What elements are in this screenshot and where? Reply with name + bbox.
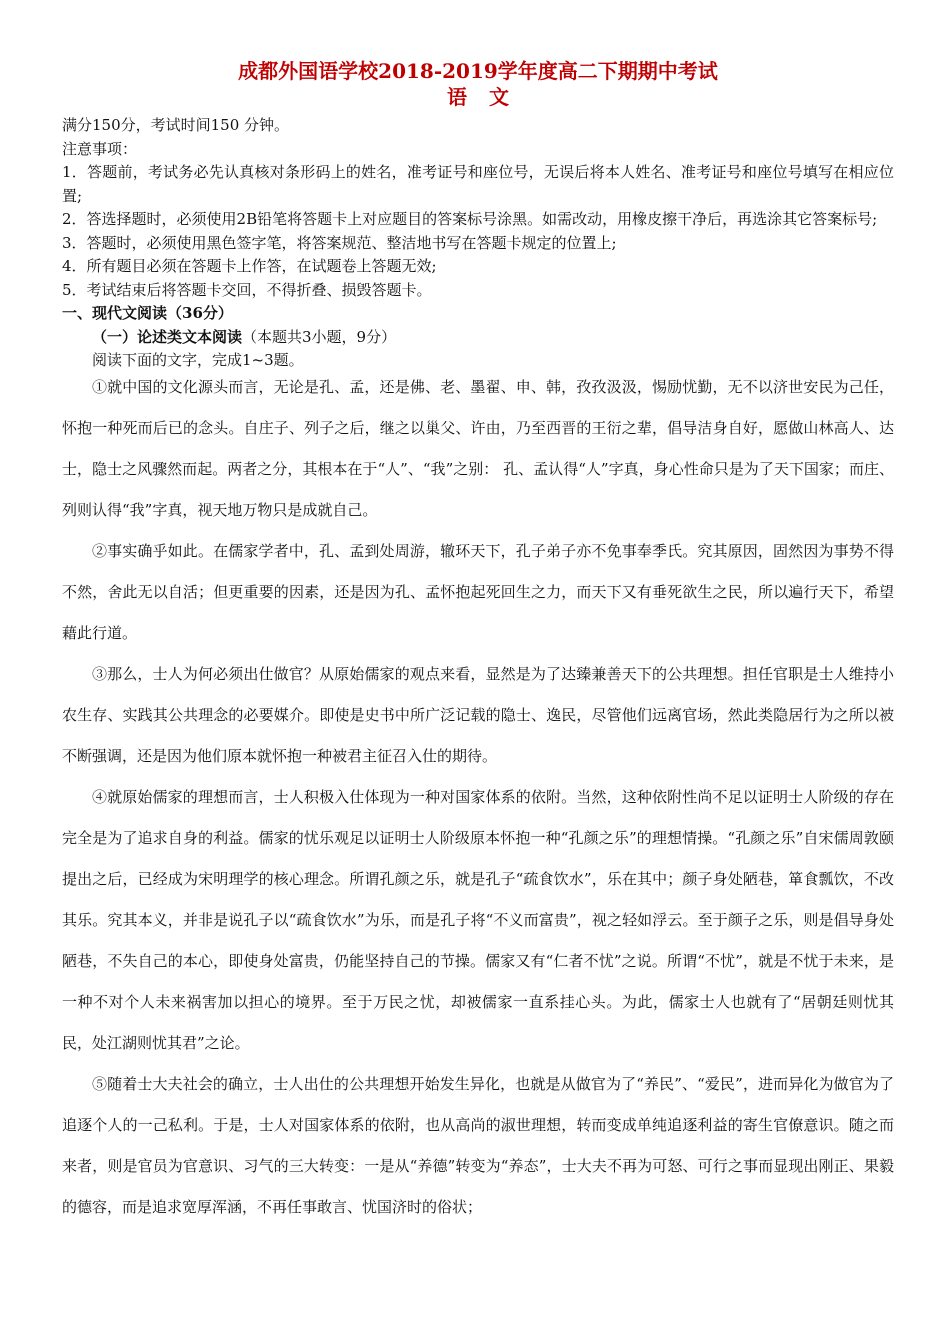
notice-item: 3．答题时，必须使用黑色签字笔，将答案规范、整洁地书写在答题卡规定的位置上;	[62, 233, 617, 252]
section-heading: 一、现代文阅读（36分）	[62, 304, 233, 322]
exam-title: 成都外国语学校2018-2019学年度高二下期期中考试	[238, 59, 718, 83]
article-paragraph: ④就原始儒家的理想而言，士人积极入仕体现为一种对国家体系的依附。当然，这种依附性尚不足以证明士人阶级的存在完全是为了追求自身的利益。儒家的忧乐观足以证明士人阶级原本怀抱一种“孔颜之乐”的理想情操。“孔颜之乐”自宋儒周敦颐提出之后，已经成为宋明理学的核心理念。所谓孔颜之乐，就是孔子“疏食饮水”，乐在其中；颜子身处陋巷，箪食瓢饮，不改其乐。究其本义，并非是说孔子以“疏食饮水”为乐，而是孔子将“不义而富贵”，视之轻如浮云。至于颜子之乐，则是倡导身处陋巷，不失自己的本心，即使身处富贵，仍能坚持自己的节操。儒家又有“仁者不忧”之说。所谓“不忧”，就是不忧于未来，是一种不对个人未来祸害加以担心的境界。至于万民之忧，却被儒家一直系挂心头。为此，儒家士人也就有了“居朝廷则忧其民，处江湖则忧其君”之论。	[62, 787, 894, 1052]
subsection-heading	[62, 326, 894, 350]
notice-item: 1．答题前，考试务必先认真核对条形码上的姓名，准考证号和座位号，无误后将本人姓名、准考证号和座位号填写在相应位置;	[62, 163, 894, 205]
article-paragraph: ⑤随着士大夫社会的确立，士人出仕的公共理想开始发生异化，也就是从做官为了“养民”、“爱民”，进而异化为做官为了追逐个人的一己私利。于是，士人对国家体系的依附，也从高尚的淑世理想，转而变成单纯追逐利益的寄生官僚意识。随之而来者，则是官员为官意识、习气的三大转变：一是从“养德”转变为“养态”，士大夫不再为可怒、可行之事而显现出刚正、果毅的德容，而是追求宽厚浑涵，不再任事敢言、忧国济时的俗状；	[62, 1074, 894, 1216]
exam-subject: 语文	[447, 85, 531, 109]
exam-page	[62, 58, 894, 1228]
notice-item: 2．答选择题时，必须使用2B铅笔将答题卡上对应题目的答案标号涂黑。如需改动，用橡皮擦干净后，再选涂其它答案标号;	[62, 210, 878, 228]
subsection-note: （本题共3小题，9分）	[242, 327, 397, 346]
article-paragraph: ①就中国的文化源头而言，无论是孔、孟，还是佛、老、墨翟、申、韩，孜孜汲汲，惕励忧勤，无不以济世安民为己任，怀抱一种死而后已的念头。自庄子、列子之后，继之以巢父、许由，乃至西晋的王衍之辈，倡导洁身自好，愿做山林高人、达士，隐士之风骤然而起。两者之分，其根本在于“人”、“我”之别： 孔、孟认得“人”字真，身心性命只是为了天下国家；而庄、列则认得“我”字真，视天地万物只是成就自己。	[62, 377, 894, 519]
reading-instruction: 阅读下面的文字，完成1~3题。	[92, 351, 304, 369]
subsection-title: （一）论述类文本阅读	[92, 327, 243, 346]
article-paragraph: ③那么，士人为何必须出仕做官？从原始儒家的观点来看，显然是为了达臻兼善天下的公共理想。担任官职是士人维持小农生存、实践其公共理念的必要媒介。即使是史书中所广泛记载的隐士、逸民，尽管他们远离官场，然此类隐居行为之所以被不断强调，还是因为他们原本就怀抱一种被君主征召入仕的期待。	[62, 664, 894, 765]
notice-item: 5．考试结束后将答题卡交回，不得折叠、损毁答题卡。	[62, 280, 432, 299]
notice-item: 4．所有题目必须在答题卡上作答，在试题卷上答题无效;	[62, 257, 437, 275]
score-time-line: 满分150分，考试时间150 分钟。	[62, 116, 290, 134]
article-paragraph: ②事实确乎如此。在儒家学者中，孔、孟到处周游，辙环天下，孔子弟子亦不免事奉季氏。究其原因，固然因为事势不得不然，舍此无以自活；但更重要的因素，还是因为孔、孟怀抱起死回生之力，而天下又有垂死欲生之民，所以遍行天下，希望藉此行道。	[62, 541, 894, 642]
notice-heading: 注意事项：	[62, 139, 138, 158]
